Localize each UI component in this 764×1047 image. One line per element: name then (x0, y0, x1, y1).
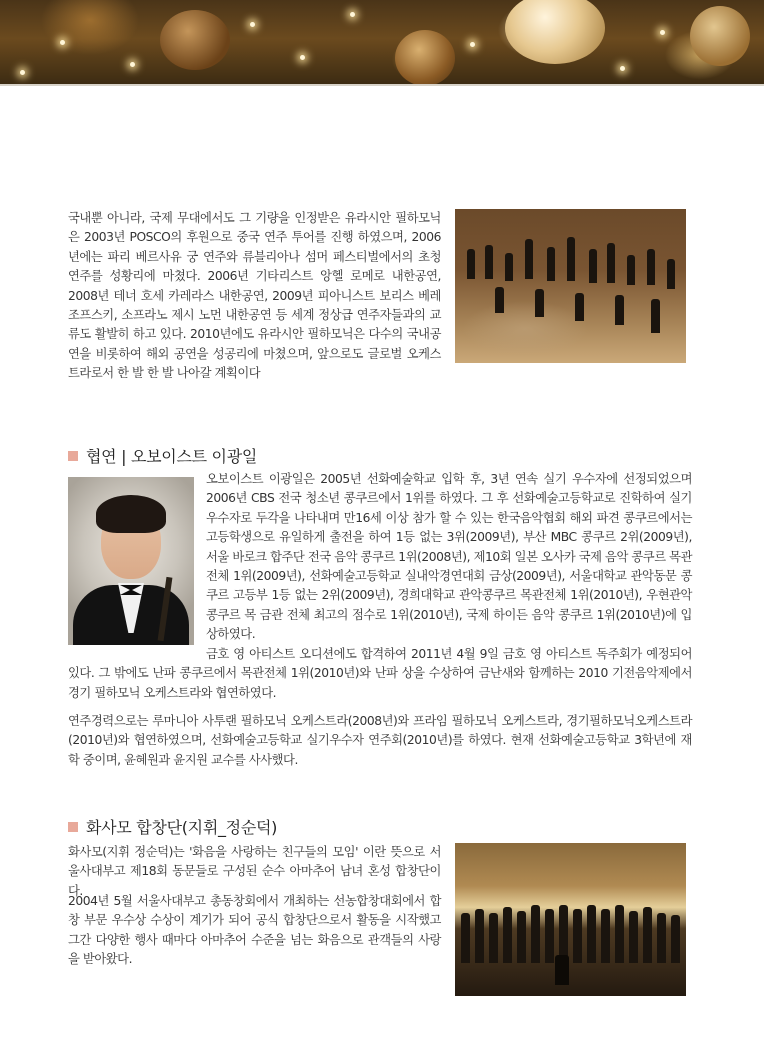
oboist-bio-paragraph-1: 오보이스트 이광일은 2005년 선화예술학교 입학 후, 3년 연속 실기 우수자에 선정되었으며 2006년 CBS 전국 청소년 콩쿠르에서 1위를 하였다. 그 후 선화예술고등학교로 진학하여 실기 우수자로 두각을 나타내며 만16세 이상 참가 할 수 있는 한국음악협회 해외 파견 콩쿠르에서는 고등학생으로 유일하게 출전을 하여 1등 없는 3위(2009년), 부산 MBC 콩쿠르 2위(2009년), 서울 바로크 합주단 전국 음악 콩쿠르 1위(2008년), 제10회 일본 오사카 국제 음악 콩쿠르 목관전체 1위(2009년), 선화예술고등학교 실내악경연대회 금상(2009년), 서울대학교 관악동문 콩쿠르 고등부 1등 없는 2위(2009년), 경희대학교 관악콩쿠르 목관전체 1위(2010년), 우현관악콩쿠르 목 금관 전체 최고의 점수로 1위(2010년), 국제 하이든 음악 콩쿠르 1위(2010년)에 입상하였다. (206, 472, 692, 642)
sparkle-icon (660, 30, 665, 35)
ornament-ball-icon (505, 0, 605, 64)
sparkle-icon (620, 66, 625, 71)
orchestra-photo (455, 209, 686, 363)
oboist-portrait-photo (68, 477, 194, 645)
section-bullet-icon (68, 822, 78, 832)
sparkle-icon (130, 62, 135, 67)
oboist-bio-paragraph-3: 연주경력으로는 루마니아 사투랜 필하모닉 오케스트라(2008년)와 프라임 필하모닉 오케스트라, 경기필하모닉오케스트라(2010년)와 협연하였으며, 선화예술고등학교 실기우수자 연주회(2010년)를 하였다. 현재 선화예술고등학교 3학년에 재학 중이며, 윤혜원과 윤지원 교수를 사사했다. (68, 714, 692, 767)
ornament-ball-icon (395, 30, 455, 86)
oboist-bio-paragraph-2: 금호 영 아티스트 오디션에도 합격하여 2011년 4월 9일 금호 영 아티스트 독주회가 예정되어 있다. 그 밖에도 난파 콩쿠르에서 목관전체 1위(2010년)와 난파 상을 수상하여 금난새와 함께하는 2010 기전음악제에서 경기 필하모닉 오케스트라와 협연하였다. (68, 647, 692, 700)
sparkle-icon (470, 42, 475, 47)
choir-photo (455, 843, 686, 996)
choir-paragraph-1: 화사모(지휘 정순덕)는 '화음을 사랑하는 친구들의 모임' 이란 뜻으로 서울사대부고 제18회 동문들로 구성된 순수 아마추어 남녀 혼성 합창단이다. (68, 845, 441, 898)
sparkle-icon (60, 40, 65, 45)
ornament-ball-icon (160, 10, 230, 70)
sparkle-icon (350, 12, 355, 17)
section-title-choir (68, 815, 277, 838)
ornament-ball-icon (690, 6, 750, 66)
choir-paragraph-2: 2004년 5월 서울사대부고 총동창회에서 개최하는 선농합창대회에서 합창 부문 우수상 수상이 계기가 되어 공식 합창단으로서 활동을 시작했고 그간 다양한 행사 때마다 아마추어 수준을 넘는 화음으로 관객들의 사랑을 받아왔다. (68, 894, 441, 967)
christmas-banner-image (0, 0, 764, 86)
sparkle-icon (20, 70, 25, 75)
intro-paragraph: 국내뿐 아니라, 국제 무대에서도 그 기량을 인정받은 유라시안 필하모닉은 2003년 POSCO의 후원으로 중국 연주 투어를 진행 하였으며, 2006년에는 파리 베르사유 궁 연주와 류블리아나 섬머 페스티벌에서의 초청 연주를 성황리에 마쳤다. 2006년 기타리스트 앙헬 로메로 내한공연, 2008년 테너 호세 카레라스 내한공연, 2009년 피아니스트 보리스 베레조프스키, 소프라노 제시 노먼 내한공연 등 세계 정상급 연주자들과의 교류도 활발히 하고 있다. 2010년에도 유라시안 필하모닉은 다수의 국내공연을 비롯하여 해외 공연을 성공리에 마쳤으며, 앞으로도 글로벌 오케스트라로서 한 발 한 발 나아갈 계획이다 (68, 211, 441, 381)
section-title-oboist (68, 444, 257, 467)
section-bullet-icon (68, 451, 78, 461)
banner-divider (0, 84, 764, 86)
sparkle-icon (300, 55, 305, 60)
section-title-text: 협연 | 오보이스트 이광일 (86, 447, 258, 466)
sparkle-icon (250, 22, 255, 27)
section-title-text: 화사모 합창단(지휘_정순덕) (86, 818, 278, 837)
